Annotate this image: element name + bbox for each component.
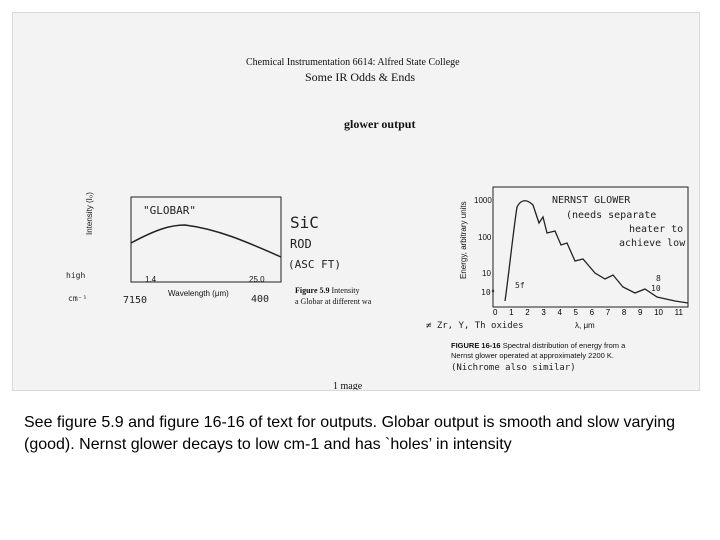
nernst-caption-bold: FIGURE 16-16 (451, 341, 501, 350)
nernst-hand-nichrome: (Nichrome also similar) (451, 363, 576, 373)
sic-note-line1: SiC (290, 213, 319, 232)
footer-partial: 1 mage (333, 381, 363, 391)
nernst-xtick: 4 (557, 308, 562, 317)
nernst-xtick: 9 (637, 308, 643, 317)
nernst-caption-line1 (451, 341, 625, 350)
nernst-xlabel: λ, μm (575, 321, 595, 330)
course-title: Chemical Instrumentation 6614: Alfred State College (246, 57, 460, 68)
nernst-y-hand-min: 10⁰ (481, 288, 496, 297)
globar-hand-high: high (66, 271, 86, 280)
nernst-xtick: 3 (541, 308, 546, 317)
globar-tick-right: 25.0 (249, 275, 265, 284)
section-heading: glower output (344, 117, 416, 131)
page-subtitle: Some IR Odds & Ends (305, 70, 416, 84)
nernst-hand-note-1: NERNST GLOWER (552, 195, 631, 206)
nernst-hand-8: 8 (656, 274, 661, 283)
globar-caption (295, 286, 360, 295)
sic-note-line3: (ASC FT) (288, 258, 341, 271)
nernst-ytick-10: 10 (482, 269, 491, 278)
nernst-ylabel: Energy, arbitrary units (459, 201, 468, 279)
globar-caption-line2: a Globar at different wa (295, 297, 372, 306)
globar-curve (131, 225, 281, 257)
globar-plot (107, 185, 287, 285)
nernst-hand-composition: ≠ Zr, Y, Th oxides (426, 321, 524, 331)
nernst-xtick: 0 (493, 308, 498, 317)
nernst-hand-10: 10 (651, 284, 661, 293)
scanned-page (12, 12, 700, 391)
globar-caption-rest: Intensity (331, 286, 360, 295)
nernst-xticks (493, 308, 683, 317)
globar-hand-cm: cm⁻¹ (68, 294, 88, 303)
globar-tick-left: 1.4 (145, 275, 157, 284)
globar-hand-label: "GLOBAR" (143, 204, 196, 217)
nernst-xtick: 2 (525, 308, 530, 317)
nernst-xtick: 8 (621, 308, 627, 317)
nernst-caption-line2: Nernst glower operated at approximately 2200 K. (451, 351, 615, 360)
globar-ylabel: Intensity (I₀) (85, 192, 94, 235)
nernst-xtick: 10 (654, 308, 663, 317)
nernst-xtick: 11 (674, 308, 683, 317)
sic-note-line2: ROD (290, 237, 312, 251)
nernst-hand-note-3: heater to (629, 224, 684, 235)
nernst-hand-note-4: achieve low (619, 238, 686, 249)
slide-caption: See figure 5.9 and figure 16-16 of text for outputs. Globar output is smooth and slow varying (good). Nernst glower decays to low cm-1 and has `holes’ in intensity (24, 414, 676, 453)
nernst-xtick: 5 (573, 308, 578, 317)
globar-hand-wn-right: 400 (251, 294, 270, 305)
nernst-ytick-1000: 1000 (474, 196, 492, 205)
globar-caption-bold: Figure 5.9 (295, 286, 330, 295)
nernst-hand-note-2: (needs separate (566, 210, 657, 221)
nernst-xtick: 6 (589, 308, 595, 317)
nernst-ytick-100: 100 (478, 233, 492, 242)
globar-xlabel: Wavelength (μm) (168, 289, 229, 298)
nernst-xtick: 1 (509, 308, 514, 317)
nernst-xtick: 7 (605, 308, 611, 317)
nernst-caption-rest: Spectral distribution of energy from a (502, 341, 626, 350)
nernst-hand-5: 5f (515, 281, 525, 290)
globar-hand-wn-left: 7150 (123, 295, 148, 306)
